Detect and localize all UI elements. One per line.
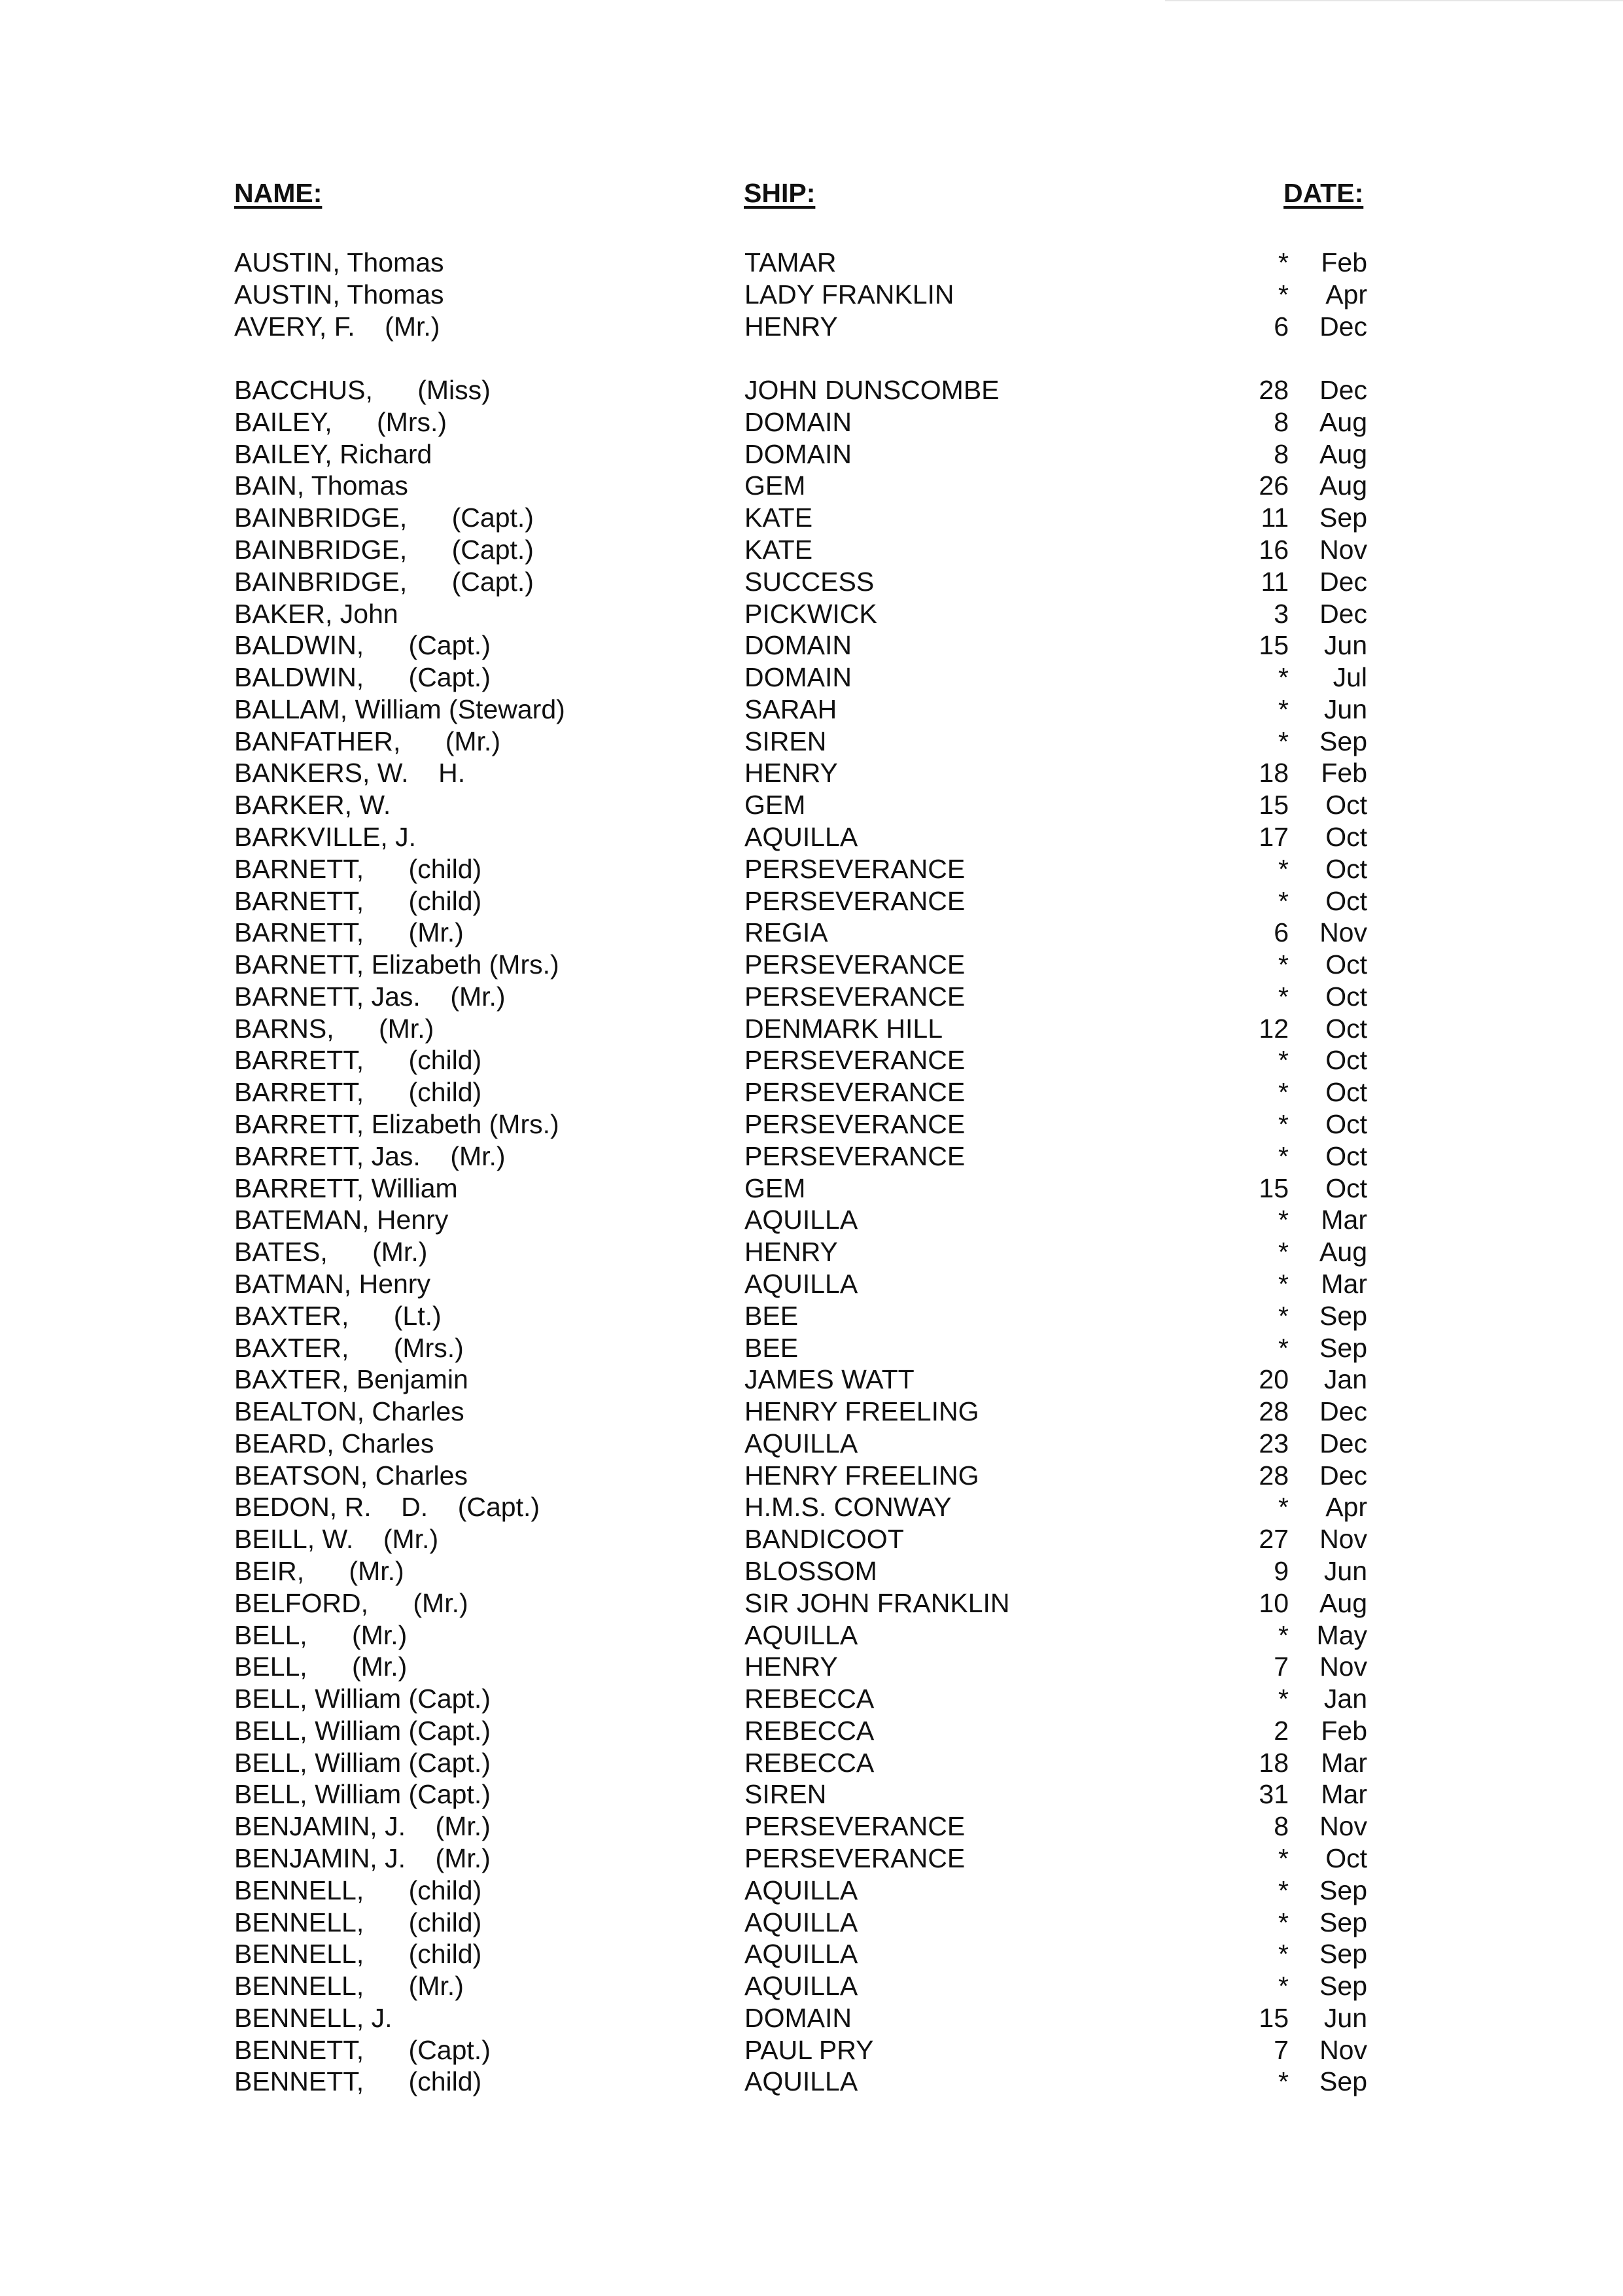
date-day: * [1278,1875,1289,1905]
ship-name: BLOSSOM [744,1556,877,1586]
list-row [0,694,1623,726]
passenger-name: AUSTIN, Thomas [234,247,444,277]
date-month: Dec [1319,599,1367,629]
date-day: * [1278,981,1289,1012]
passenger-name: BATES, (Mr.) [234,1237,428,1267]
date-month: Sep [1319,1301,1367,1331]
list-row [0,438,1623,470]
date-day: 23 [1259,1428,1289,1458]
list-row [0,1715,1623,1747]
list-row [0,1523,1623,1555]
date-month: Nov [1319,535,1367,565]
ship-name: BANDICOOT [744,1524,904,1554]
date-month: Aug [1319,1237,1367,1267]
date-month: Mar [1321,1748,1367,1778]
date-day: 18 [1259,758,1289,788]
date-month: Nov [1319,917,1367,947]
list-row [0,311,1623,343]
date-month: Dec [1319,1396,1367,1426]
date-month: Feb [1321,247,1367,277]
ship-name: REBECCA [744,1748,875,1778]
passenger-name: BANKERS, W. H. [234,758,466,788]
date-day: 7 [1274,2035,1289,2065]
date-month: Oct [1325,854,1367,884]
ship-name: LADY FRANKLIN [744,279,954,309]
list-row [0,1875,1623,1907]
ship-name: HENRY FREELING [744,1396,979,1426]
date-day: 3 [1274,599,1289,629]
date-day: * [1278,854,1289,884]
date-day: 8 [1274,407,1289,437]
date-day: * [1278,1333,1289,1363]
list-row [0,1173,1623,1205]
date-day: * [1278,886,1289,916]
ship-name: AQUILLA [744,1907,858,1937]
date-day: * [1278,1971,1289,2001]
date-day: * [1278,1141,1289,1171]
ship-name: SIR JOHN FRANKLIN [744,1588,1010,1618]
passenger-name: BARNS, (Mr.) [234,1014,434,1044]
date-month: Sep [1319,1907,1367,1937]
passenger-name: BARRETT, (child) [234,1045,482,1075]
list-row [0,1651,1623,1683]
list-row [0,502,1623,534]
date-day: * [1278,1109,1289,1139]
date-month: Sep [1319,2066,1367,2096]
list-row [0,1204,1623,1236]
date-month: Dec [1319,311,1367,342]
date-day: * [1278,726,1289,756]
passenger-name: AVERY, F. (Mr.) [234,311,440,342]
ship-name: REBECCA [744,1716,875,1746]
date-day: 15 [1259,790,1289,820]
date-day: * [1278,2066,1289,2096]
passenger-name: BALDWIN, (Capt.) [234,630,491,660]
passenger-name: BAXTER, (Mrs.) [234,1333,464,1363]
passenger-name: BENNELL, (Mr.) [234,1971,464,2001]
date-month: Mar [1321,1205,1367,1235]
date-month: Sep [1319,726,1367,756]
date-month: Oct [1325,1045,1367,1075]
passenger-name: BATMAN, Henry [234,1269,430,1299]
ship-name: KATE [744,503,813,533]
passenger-name: BENNELL, (child) [234,1875,482,1905]
ship-name: PERSEVERANCE [744,1109,966,1139]
list-row [0,1044,1623,1076]
list-row [0,1938,1623,1970]
passenger-name: BAILEY, (Mrs.) [234,407,447,437]
passenger-name: BEIR, (Mr.) [234,1556,404,1586]
ship-name: PERSEVERANCE [744,1843,966,1873]
passenger-name: BELL, William (Capt.) [234,1684,491,1714]
date-month: Jan [1323,1364,1367,1394]
date-month: Oct [1325,822,1367,852]
date-day: 6 [1274,311,1289,342]
ship-name: KATE [744,535,813,565]
date-month: Oct [1325,790,1367,820]
ship-name: DOMAIN [744,662,852,692]
date-month: Dec [1319,1428,1367,1458]
passenger-name: BARNETT, Jas. (Mr.) [234,981,506,1012]
ship-name: PERSEVERANCE [744,1045,966,1075]
date-day: * [1278,279,1289,309]
list-row [0,1843,1623,1875]
date-day: 6 [1274,917,1289,947]
ship-name: HENRY [744,311,838,342]
list-row [0,1236,1623,1268]
passenger-name: BENJAMIN, J. (Mr.) [234,1843,491,1873]
list-row [0,757,1623,789]
passenger-name: BELL, William (Capt.) [234,1779,491,1809]
passenger-name: BAXTER, Benjamin [234,1364,468,1394]
ship-name: AQUILLA [744,1205,858,1235]
date-day: * [1278,1907,1289,1937]
ship-name: AQUILLA [744,1939,858,1969]
ship-name: AQUILLA [744,1428,858,1458]
list-row [0,1970,1623,2002]
date-day: 27 [1259,1524,1289,1554]
ship-name: DENMARK HILL [744,1014,943,1044]
passenger-name: BALDWIN, (Capt.) [234,662,491,692]
date-day: 20 [1259,1364,1289,1394]
list-row [0,821,1623,853]
column-header-date: DATE: [1283,178,1364,208]
passenger-name: BENNETT, (Capt.) [234,2035,491,2065]
passenger-name: BARNETT, Elizabeth (Mrs.) [234,949,559,980]
date-day: * [1278,1492,1289,1522]
passenger-name: BEDON, R. D. (Capt.) [234,1492,540,1522]
list-row [0,726,1623,758]
list-row [0,279,1623,311]
ship-name: DOMAIN [744,630,852,660]
date-month: Sep [1319,1939,1367,1969]
ship-name: PICKWICK [744,599,877,629]
ship-name: JAMES WATT [744,1364,915,1394]
date-month: Aug [1319,407,1367,437]
passenger-name: BAINBRIDGE, (Capt.) [234,535,534,565]
passenger-name: BELL, (Mr.) [234,1651,408,1682]
date-month: Jun [1323,630,1367,660]
list-row [0,1619,1623,1651]
date-month: Apr [1325,279,1367,309]
ship-name: AQUILLA [744,1971,858,2001]
ship-name: SUCCESS [744,567,875,597]
passenger-name: BENJAMIN, J. (Mr.) [234,1811,491,1841]
passenger-name: BAIN, Thomas [234,470,408,501]
date-month: Oct [1325,1843,1367,1873]
ship-name: HENRY [744,1237,838,1267]
list-row [0,1810,1623,1843]
passenger-name: BENNELL, J. [234,2003,393,2033]
date-month: Oct [1325,1141,1367,1171]
passenger-name: BANFATHER, (Mr.) [234,726,500,756]
date-month: Oct [1325,1014,1367,1044]
date-day: * [1278,1843,1289,1873]
passenger-name: BARRETT, Jas. (Mr.) [234,1141,506,1171]
passenger-name: BARKVILLE, J. [234,822,417,852]
passenger-name: BAKER, John [234,599,398,629]
passenger-name: BENNELL, (child) [234,1939,482,1969]
date-day: 17 [1259,822,1289,852]
ship-name: SIREN [744,1779,827,1809]
date-month: Aug [1319,1588,1367,1618]
ship-name: DOMAIN [744,2003,852,2033]
list-row [0,1747,1623,1779]
passenger-name: BAINBRIDGE, (Capt.) [234,503,534,533]
passenger-name: BARRETT, William [234,1173,458,1203]
passenger-name: BENNETT, (child) [234,2066,482,2096]
ship-name: DOMAIN [744,439,852,469]
passenger-name: BARRETT, Elizabeth (Mrs.) [234,1109,559,1139]
date-month: Apr [1325,1492,1367,1522]
list-row [0,598,1623,630]
date-day: 26 [1259,470,1289,501]
date-day: 11 [1261,567,1289,597]
ship-name: AQUILLA [744,1875,858,1905]
list-row [0,885,1623,917]
date-month: Nov [1319,1651,1367,1682]
list-row [0,1140,1623,1173]
date-day: 28 [1259,375,1289,405]
date-day: 15 [1259,1173,1289,1203]
date-day: * [1278,1620,1289,1650]
date-day: 7 [1274,1651,1289,1682]
column-header-name: NAME: [234,178,323,208]
passenger-name: BALLAM, William (Steward) [234,694,565,724]
ship-name: AQUILLA [744,2066,858,2096]
date-day: 2 [1274,1716,1289,1746]
passenger-name: BARNETT, (child) [234,886,482,916]
ship-name: GEM [744,1173,806,1203]
date-month: Nov [1319,1811,1367,1841]
date-month: Nov [1319,2035,1367,2065]
date-month: Sep [1319,1971,1367,2001]
list-row [0,853,1623,885]
date-month: Sep [1319,1333,1367,1363]
date-month: Mar [1321,1269,1367,1299]
list-row [0,917,1623,949]
ship-name: GEM [744,470,806,501]
column-header-ship: SHIP: [744,178,816,208]
passenger-name: BAXTER, (Lt.) [234,1301,442,1331]
date-month: Sep [1319,1875,1367,1905]
ship-name: TAMAR [744,247,837,277]
list-row [0,534,1623,566]
ship-name: JOHN DUNSCOMBE [744,375,1000,405]
scan-edge-line [1165,0,1623,1]
passenger-name: BELL, William (Capt.) [234,1748,491,1778]
date-day: * [1278,1237,1289,1267]
ship-name: AQUILLA [744,1620,858,1650]
date-day: * [1278,1301,1289,1331]
date-day: 15 [1259,630,1289,660]
passenger-name: BELFORD, (Mr.) [234,1588,468,1618]
passenger-name: BELL, (Mr.) [234,1620,408,1650]
ship-name: PERSEVERANCE [744,949,966,980]
ship-name: BEE [744,1301,799,1331]
date-day: 12 [1259,1014,1289,1044]
ship-name: PERSEVERANCE [744,1141,966,1171]
ship-name: AQUILLA [744,822,858,852]
date-month: Oct [1325,981,1367,1012]
date-month: Oct [1325,949,1367,980]
list-row [0,981,1623,1013]
list-row [0,2002,1623,2034]
passenger-name: BARNETT, (Mr.) [234,917,464,947]
date-day: 9 [1274,1556,1289,1586]
date-month: Jun [1323,694,1367,724]
date-day: 8 [1274,1811,1289,1841]
date-day: * [1278,694,1289,724]
list-row [0,1396,1623,1428]
ship-name: SARAH [744,694,837,724]
ship-name: PERSEVERANCE [744,854,966,884]
list-row [0,789,1623,821]
date-month: Aug [1319,470,1367,501]
date-day: 28 [1259,1460,1289,1491]
list-row [0,2034,1623,2066]
ship-name: DOMAIN [744,407,852,437]
list-row [0,374,1623,406]
passenger-name: BAINBRIDGE, (Capt.) [234,567,534,597]
date-month: Jun [1323,1556,1367,1586]
list-row [0,1013,1623,1045]
date-day: * [1278,1205,1289,1235]
date-day: 18 [1259,1748,1289,1778]
ship-name: AQUILLA [744,1269,858,1299]
date-day: 15 [1259,2003,1289,2033]
ship-name: REBECCA [744,1684,875,1714]
ship-name: PERSEVERANCE [744,886,966,916]
list-row [0,1268,1623,1300]
date-day: * [1278,949,1289,980]
date-month: Feb [1321,758,1367,788]
date-month: Jan [1323,1684,1367,1714]
passenger-name: BEALTON, Charles [234,1396,464,1426]
list-row [0,1108,1623,1140]
list-row [0,2066,1623,2098]
date-month: Jun [1323,2003,1367,2033]
date-month: Oct [1325,886,1367,916]
ship-name: HENRY [744,758,838,788]
passenger-name: BAILEY, Richard [234,439,432,469]
passenger-name: BACCHUS, (Miss) [234,375,491,405]
date-month: Feb [1321,1716,1367,1746]
date-month: Dec [1319,1460,1367,1491]
passenger-name: BARKER, W. [234,790,391,820]
date-day: * [1278,1939,1289,1969]
date-month: Oct [1325,1173,1367,1203]
date-month: Dec [1319,375,1367,405]
date-month: Nov [1319,1524,1367,1554]
passenger-name: BEATSON, Charles [234,1460,468,1491]
ship-name: REGIA [744,917,828,947]
ship-name: PERSEVERANCE [744,1811,966,1841]
ship-name: HENRY [744,1651,838,1682]
ship-name: H.M.S. CONWAY [744,1492,952,1522]
ship-name: SIREN [744,726,827,756]
passenger-name: BEARD, Charles [234,1428,434,1458]
date-day: 28 [1259,1396,1289,1426]
list-row [0,949,1623,981]
date-month: Aug [1319,439,1367,469]
passenger-name: BEILL, W. (Mr.) [234,1524,439,1554]
list-row [0,1683,1623,1715]
date-month: Oct [1325,1077,1367,1107]
passenger-name: BARRETT, (child) [234,1077,482,1107]
list-row [0,629,1623,662]
date-day: * [1278,662,1289,692]
passenger-name: BATEMAN, Henry [234,1205,449,1235]
list-row [0,1332,1623,1364]
list-row [0,1555,1623,1587]
date-month: Dec [1319,567,1367,597]
date-day: 11 [1261,503,1289,533]
list-row [0,1587,1623,1619]
date-day: * [1278,1269,1289,1299]
date-month: Mar [1321,1779,1367,1809]
ship-name: PERSEVERANCE [744,1077,966,1107]
date-day: 16 [1259,535,1289,565]
date-day: * [1278,1077,1289,1107]
list-row [0,1907,1623,1939]
list-row [0,1428,1623,1460]
ship-name: GEM [744,790,806,820]
list-row [0,1300,1623,1332]
date-month: Jul [1333,662,1367,692]
date-month: Sep [1319,503,1367,533]
ship-name: PERSEVERANCE [744,981,966,1012]
date-day: 31 [1259,1779,1289,1809]
passenger-name: BELL, William (Capt.) [234,1716,491,1746]
passenger-name: AUSTIN, Thomas [234,279,444,309]
date-day: 10 [1259,1588,1289,1618]
date-day: * [1278,1045,1289,1075]
list-row [0,406,1623,438]
list-row [0,662,1623,694]
date-month: May [1316,1620,1367,1650]
list-row [0,1491,1623,1523]
date-day: * [1278,247,1289,277]
list-row [0,1778,1623,1810]
ship-name: HENRY FREELING [744,1460,979,1491]
date-month: Oct [1325,1109,1367,1139]
ship-name: PAUL PRY [744,2035,874,2065]
passenger-name: BENNELL, (child) [234,1907,482,1937]
list-row [0,1076,1623,1108]
date-day: 8 [1274,439,1289,469]
passenger-name: BARNETT, (child) [234,854,482,884]
date-day: * [1278,1684,1289,1714]
list-row [0,1460,1623,1492]
ship-name: BEE [744,1333,799,1363]
list-row [0,566,1623,598]
list-row [0,1364,1623,1396]
list-row [0,470,1623,502]
list-row [0,247,1623,279]
